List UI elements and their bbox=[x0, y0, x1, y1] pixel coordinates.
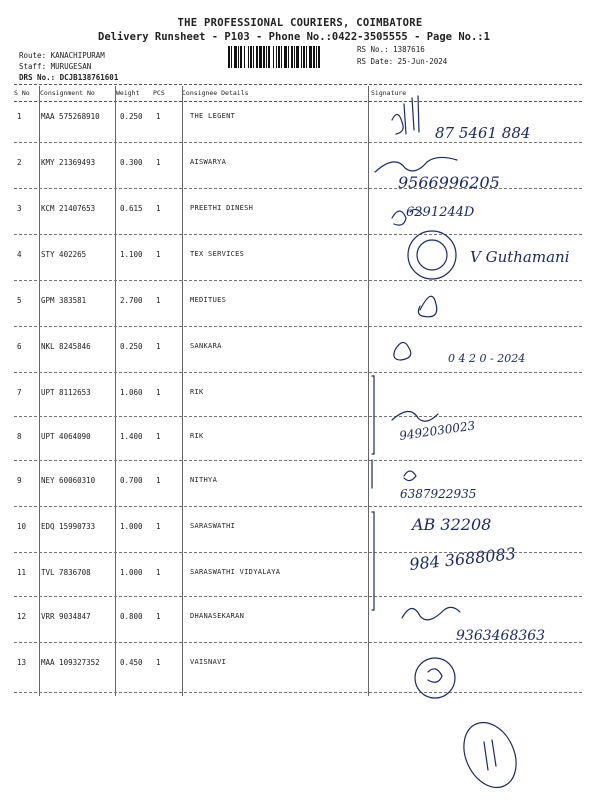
row-weight: 0.800 bbox=[120, 612, 143, 621]
row-weight: 0.250 bbox=[120, 112, 143, 121]
barcode-bar bbox=[266, 46, 267, 68]
barcode-bar bbox=[253, 46, 254, 68]
row-divider bbox=[14, 692, 582, 693]
row-divider bbox=[14, 596, 582, 597]
barcode-bar bbox=[263, 46, 265, 68]
row-divider bbox=[14, 642, 582, 643]
handwritten-phone: 9363468363 bbox=[456, 628, 546, 644]
table-row bbox=[14, 242, 582, 292]
row-sno: 12 bbox=[17, 612, 27, 621]
route-text: Route: KANACHIPURAM bbox=[19, 51, 105, 60]
barcode-bar bbox=[240, 46, 242, 68]
barcode-bar bbox=[284, 46, 287, 68]
row-sno: 1 bbox=[17, 112, 22, 121]
row-pcs: 1 bbox=[156, 342, 161, 351]
row-divider bbox=[14, 372, 582, 373]
column-header-details: Consignee Details bbox=[182, 89, 249, 97]
handwritten-phone: 984 3688083 bbox=[408, 543, 517, 574]
barcode-bar bbox=[259, 46, 262, 68]
row-sno: 4 bbox=[17, 250, 22, 259]
barcode-bar bbox=[318, 46, 320, 68]
drs-number: DRS No.: DCJB138761601 bbox=[19, 73, 119, 82]
barcode-bar bbox=[238, 46, 239, 68]
row-divider bbox=[14, 460, 582, 461]
handwritten-phone: 9492030023 bbox=[398, 418, 477, 443]
column-header-consignment: Consignment No bbox=[40, 89, 95, 97]
row-consignee: PREETHI DINESH bbox=[190, 204, 254, 212]
column-header-signature: Signature bbox=[371, 89, 407, 97]
rs-number: RS No.: 1387616 bbox=[357, 45, 425, 54]
row-sno: 3 bbox=[17, 204, 22, 213]
table-row bbox=[14, 104, 582, 154]
table-row bbox=[14, 288, 582, 338]
row-weight: 1.100 bbox=[120, 250, 143, 259]
column-header-weight: Weight bbox=[116, 89, 140, 97]
row-divider bbox=[14, 552, 582, 553]
table-row bbox=[14, 560, 582, 610]
row-pcs: 1 bbox=[156, 476, 161, 485]
row-consignee: NITHYA bbox=[190, 476, 218, 484]
handwritten-text: AB 32208 bbox=[412, 515, 492, 534]
row-pcs: 1 bbox=[156, 612, 161, 621]
ink-mark bbox=[454, 714, 526, 796]
row-consignee: MEDITUES bbox=[190, 296, 227, 304]
row-consignment: KCM 21407653 bbox=[41, 204, 96, 213]
barcode-bar bbox=[294, 46, 295, 68]
barcode-bar bbox=[273, 46, 274, 68]
row-sno: 10 bbox=[17, 522, 27, 531]
handwritten-phone: 9566996205 bbox=[398, 173, 500, 192]
handwritten-name: V Guthamani bbox=[470, 248, 570, 266]
row-weight: 0.615 bbox=[120, 204, 143, 213]
row-consignment: NKL 8245846 bbox=[41, 342, 91, 351]
row-sno: 11 bbox=[17, 568, 27, 577]
ink-mark bbox=[484, 740, 496, 770]
document-subtitle: Delivery Runsheet - P103 - Phone No.:0422-3505555 - Page No.:1 bbox=[98, 31, 490, 43]
staff-text: Staff: MURUGESAN bbox=[19, 62, 92, 71]
barcode-bar bbox=[291, 46, 293, 68]
row-weight: 1.000 bbox=[120, 522, 143, 531]
row-consignee: SANKARA bbox=[190, 342, 222, 350]
barcode-bar bbox=[306, 46, 307, 68]
barcode-bar bbox=[256, 46, 258, 68]
barcode-bar bbox=[313, 46, 315, 68]
row-divider bbox=[14, 188, 582, 189]
barcode-bar bbox=[244, 46, 245, 68]
handwritten-phone: 87 5461 884 bbox=[435, 124, 531, 142]
row-weight: 1.000 bbox=[120, 568, 143, 577]
row-pcs: 1 bbox=[156, 250, 161, 259]
table-row bbox=[14, 196, 582, 246]
barcode bbox=[228, 46, 344, 68]
barcode-bar bbox=[281, 46, 282, 68]
row-consignment: UPT 8112653 bbox=[41, 388, 91, 397]
row-consignee: SARASWATHI VIDYALAYA bbox=[190, 568, 281, 576]
header-divider-top bbox=[14, 84, 582, 85]
row-pcs: 1 bbox=[156, 568, 161, 577]
row-divider bbox=[14, 234, 582, 235]
row-sno: 8 bbox=[17, 432, 22, 441]
row-sno: 9 bbox=[17, 476, 22, 485]
row-weight: 0.450 bbox=[120, 658, 143, 667]
barcode-bar bbox=[316, 46, 317, 68]
barcode-bar bbox=[276, 46, 277, 68]
row-consignee: DHANASEKARAN bbox=[190, 612, 245, 620]
row-consignment: EDQ 15990733 bbox=[41, 522, 96, 531]
handwritten-phone: 6291244D bbox=[406, 205, 475, 220]
row-consignee: SARASWATHI bbox=[190, 522, 236, 530]
row-consignment: GPM 383581 bbox=[41, 296, 87, 305]
handwritten-phone: 6387922935 bbox=[400, 487, 477, 501]
row-consignee: RIK bbox=[190, 388, 204, 396]
row-pcs: 1 bbox=[156, 296, 161, 305]
table-row bbox=[14, 650, 582, 700]
row-consignment: TVL 7836708 bbox=[41, 568, 91, 577]
barcode-bar bbox=[268, 46, 270, 68]
column-header-sno: S No bbox=[14, 89, 30, 97]
row-consignment: KMY 21369493 bbox=[41, 158, 96, 167]
row-divider bbox=[14, 142, 582, 143]
row-weight: 1.060 bbox=[120, 388, 143, 397]
row-consignment: MAA 109327352 bbox=[41, 658, 100, 667]
row-consignee: TEX SERVICES bbox=[190, 250, 245, 258]
row-sno: 6 bbox=[17, 342, 22, 351]
row-pcs: 1 bbox=[156, 388, 161, 397]
table-row bbox=[14, 604, 582, 654]
row-pcs: 1 bbox=[156, 432, 161, 441]
table-row bbox=[14, 468, 582, 518]
table-row bbox=[14, 424, 582, 474]
row-consignment: STY 402265 bbox=[41, 250, 87, 259]
barcode-bar bbox=[288, 46, 289, 68]
row-divider bbox=[14, 506, 582, 507]
document-title: THE PROFESSIONAL COURIERS, COIMBATORE bbox=[177, 17, 423, 29]
barcode-bar bbox=[301, 46, 302, 68]
barcode-bar bbox=[248, 46, 249, 68]
barcode-bar bbox=[296, 46, 299, 68]
row-pcs: 1 bbox=[156, 112, 161, 121]
row-weight: 2.700 bbox=[120, 296, 143, 305]
row-consignment: MAA 575268910 bbox=[41, 112, 100, 121]
row-consignment: UPT 4064090 bbox=[41, 432, 91, 441]
barcode-bar bbox=[231, 46, 232, 68]
row-weight: 1.400 bbox=[120, 432, 143, 441]
barcode-bar bbox=[234, 46, 237, 68]
rs-date: RS Date: 25-Jun-2024 bbox=[357, 57, 448, 66]
row-sno: 5 bbox=[17, 296, 22, 305]
barcode-bar bbox=[278, 46, 280, 68]
header-divider-bottom bbox=[14, 101, 582, 102]
row-pcs: 1 bbox=[156, 658, 161, 667]
row-weight: 0.250 bbox=[120, 342, 143, 351]
table-row bbox=[14, 150, 582, 200]
barcode-bar bbox=[250, 46, 252, 68]
row-consignment: VRR 9034847 bbox=[41, 612, 91, 621]
row-pcs: 1 bbox=[156, 158, 161, 167]
column-header-pcs: PCS bbox=[153, 89, 165, 97]
row-consignee: AISWARYA bbox=[190, 158, 227, 166]
row-weight: 0.300 bbox=[120, 158, 143, 167]
table-row bbox=[14, 514, 582, 564]
row-weight: 0.700 bbox=[120, 476, 143, 485]
row-divider bbox=[14, 280, 582, 281]
row-consignment: NEY 60060310 bbox=[41, 476, 96, 485]
row-sno: 2 bbox=[17, 158, 22, 167]
table-row bbox=[14, 380, 582, 430]
row-consignee: RIK bbox=[190, 432, 204, 440]
row-consignee: VAISNAVI bbox=[190, 658, 227, 666]
handwritten-date: 0 4 2 0 - 2024 bbox=[448, 352, 526, 365]
row-pcs: 1 bbox=[156, 204, 161, 213]
row-sno: 13 bbox=[17, 658, 27, 667]
row-divider bbox=[14, 326, 582, 327]
row-consignee: THE LEGENT bbox=[190, 112, 236, 120]
barcode-bar bbox=[228, 46, 230, 68]
row-divider bbox=[14, 416, 582, 417]
row-sno: 7 bbox=[17, 388, 22, 397]
row-pcs: 1 bbox=[156, 522, 161, 531]
table-row bbox=[14, 334, 582, 384]
barcode-bar bbox=[303, 46, 305, 68]
barcode-bar bbox=[309, 46, 312, 68]
